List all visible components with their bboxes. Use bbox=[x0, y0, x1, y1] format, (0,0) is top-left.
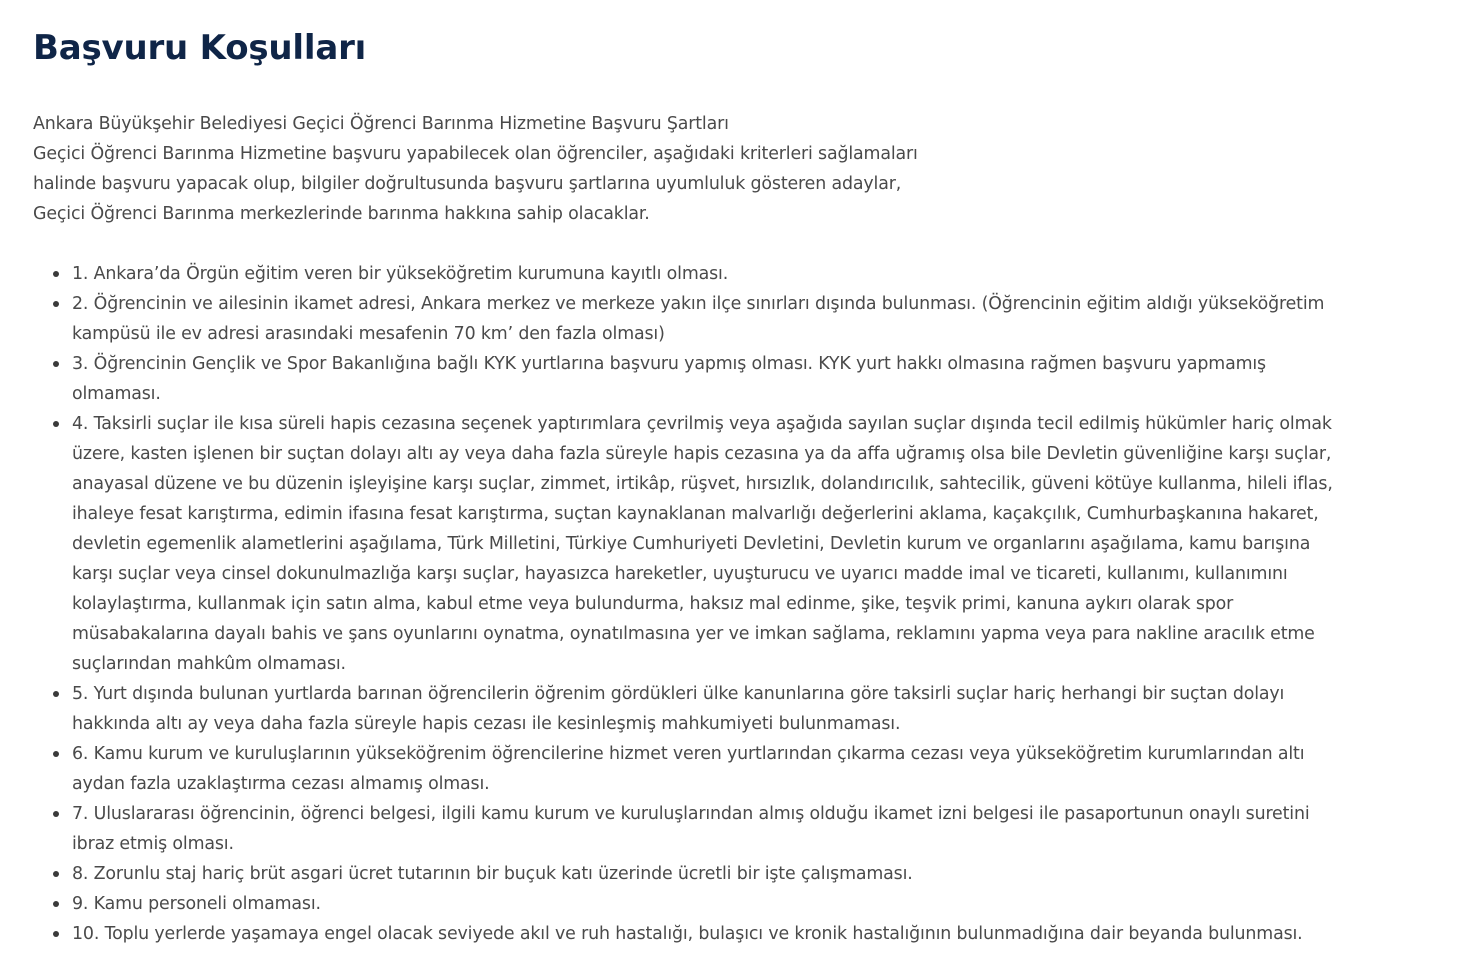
requirement-text bbox=[72, 739, 1453, 799]
bullet-dot-icon bbox=[53, 421, 59, 427]
intro-line: halinde başvuru yapacak olup, bilgiler doğrultusunda başvuru şartlarına uyumluluk gösteren adaylar, bbox=[33, 174, 902, 194]
requirement-line: anayasal düzene ve bu düzenin işleyişine karşı suçlar, zimmet, irtikâp, rüşvet, hırsızlık, dolandırıcılık, sahtecilik, güveni kötüye kullanma, hileli iflas, bbox=[72, 474, 1333, 494]
requirement-line: 2. Öğrencinin ve ailesinin ikamet adresi, Ankara merkez ve merkeze yakın ilçe sınırları dışında bulunması. (Öğrencinin eğitim aldığı yükseköğretim bbox=[72, 294, 1325, 314]
requirement-item-1 bbox=[33, 259, 1453, 289]
requirement-item-6 bbox=[33, 739, 1453, 799]
bullet-dot-icon bbox=[53, 691, 59, 697]
requirement-line: 9. Kamu personeli olmaması. bbox=[72, 894, 321, 914]
requirement-text bbox=[72, 259, 1453, 289]
requirement-line: suçlarından mahkûm olmaması. bbox=[72, 654, 346, 674]
requirement-item-7 bbox=[33, 799, 1453, 859]
requirement-line: 7. Uluslararası öğrencinin, öğrenci belgesi, ilgili kamu kurum ve kuruluşlarından almış olduğu ikamet izni belgesi ile pasaportunun onaylı suretini bbox=[72, 804, 1310, 824]
requirement-line: müsabakalarına dayalı bahis ve şans oyunlarını oynatma, oynatılmasına yer ve imkan sağlama, reklamını yapma veya para nakline aracılık etme bbox=[72, 624, 1315, 644]
requirement-line: kampüsü ile ev adresi arasındaki mesafenin 70 km’ den fazla olması) bbox=[72, 324, 665, 344]
requirement-item-4 bbox=[33, 409, 1453, 679]
requirement-text bbox=[72, 349, 1453, 409]
requirement-item-8 bbox=[33, 859, 1453, 889]
requirement-item-5 bbox=[33, 679, 1453, 739]
intro-paragraph bbox=[33, 109, 1453, 229]
requirement-text bbox=[72, 859, 1453, 889]
page-title: Başvuru Koşulları bbox=[33, 28, 367, 68]
bullet-dot-icon bbox=[53, 751, 59, 757]
bullet-dot-icon bbox=[53, 361, 59, 367]
requirement-line: 6. Kamu kurum ve kuruluşlarının yükseköğrenim öğrencilerine hizmet veren yurtlarından çıkarma cezası veya yükseköğretim kurumlarından altı bbox=[72, 744, 1305, 764]
requirement-item-9 bbox=[33, 889, 1453, 919]
intro-line: Geçici Öğrenci Barınma merkezlerinde barınma hakkına sahip olacaklar. bbox=[33, 204, 650, 224]
requirement-text bbox=[72, 679, 1453, 739]
requirement-line: 1. Ankara’da Örgün eğitim veren bir yükseköğretim kurumuna kayıtlı olması. bbox=[72, 264, 729, 284]
requirement-line: hakkında altı ay veya daha fazla süreyle hapis cezası ile kesinleşmiş mahkumiyeti bulunmaması. bbox=[72, 714, 901, 734]
requirement-line: aydan fazla uzaklaştırma cezası almamış olması. bbox=[72, 774, 490, 794]
requirement-text bbox=[72, 799, 1453, 859]
requirement-text bbox=[72, 919, 1453, 949]
requirement-text bbox=[72, 889, 1453, 919]
requirement-line: karşı suçlar veya cinsel dokunulmazlığa karşı suçlar, hayasızca hareketler, uyuşturucu ve uyarıcı madde imal ve ticareti, kullanımı, kullanımını bbox=[72, 564, 1288, 584]
requirement-line: 5. Yurt dışında bulunan yurtlarda barınan öğrencilerin öğrenim gördükleri ülke kanunlarına göre taksirli suçlar hariç herhangi bir suçtan dolayı bbox=[72, 684, 1285, 704]
requirement-line: üzere, kasten işlenen bir suçtan dolayı altı ay veya daha fazla süreyle hapis cezasına ya da affa uğramış olsa bile Devletin güvenliğine karşı suçlar, bbox=[72, 444, 1332, 464]
requirement-item-10 bbox=[33, 919, 1453, 949]
requirement-line: olmaması. bbox=[72, 384, 161, 404]
intro-line: Ankara Büyükşehir Belediyesi Geçici Öğrenci Barınma Hizmetine Başvuru Şartları bbox=[33, 114, 729, 134]
bullet-dot-icon bbox=[53, 811, 59, 817]
requirement-text bbox=[72, 409, 1453, 679]
requirement-line: 4. Taksirli suçlar ile kısa süreli hapis cezasına seçenek yaptırımlara çevrilmiş veya aşağıda sayılan suçlar dışında tecil edilmiş hükümler hariç olmak bbox=[72, 414, 1332, 434]
bullet-dot-icon bbox=[53, 271, 59, 277]
requirement-item-3 bbox=[33, 349, 1453, 409]
requirement-text bbox=[72, 289, 1453, 349]
page-content bbox=[33, 0, 1453, 949]
requirement-line: 3. Öğrencinin Gençlik ve Spor Bakanlığına bağlı KYK yurtlarına başvuru yapmış olması. KYK yurt hakkı olmasına rağmen başvuru yapmamış bbox=[72, 354, 1266, 374]
requirements-list bbox=[33, 259, 1453, 949]
requirement-line: kolaylaştırma, kullanmak için satın alma, kabul etme veya bulundurma, haksız mal edinme, şike, teşvik primi, kanuna aykırı olarak spor bbox=[72, 594, 1234, 614]
requirement-line: 10. Toplu yerlerde yaşamaya engel olacak seviyede akıl ve ruh hastalığı, bulaşıcı ve kronik hastalığının bulunmadığına dair beyanda bulunması. bbox=[72, 924, 1303, 944]
requirement-line: devletin egemenlik alametlerini aşağılama, Türk Milletini, Türkiye Cumhuriyeti Devletini, Devletin kurum ve organlarını aşağılama, kamu barışına bbox=[72, 534, 1311, 554]
bullet-dot-icon bbox=[53, 301, 59, 307]
requirement-line: 8. Zorunlu staj hariç brüt asgari ücret tutarının bir buçuk katı üzerinde ücretli bir işte çalışmaması. bbox=[72, 864, 913, 884]
requirement-line: ihaleye fesat karıştırma, edimin ifasına fesat karıştırma, suçtan kaynaklanan malvarlığı değerlerini aklama, kaçakçılık, Cumhurbaşkanına hakaret, bbox=[72, 504, 1319, 524]
bullet-dot-icon bbox=[53, 931, 59, 937]
requirement-line: ibraz etmiş olması. bbox=[72, 834, 234, 854]
bullet-dot-icon bbox=[53, 871, 59, 877]
requirement-item-2 bbox=[33, 289, 1453, 349]
bullet-dot-icon bbox=[53, 901, 59, 907]
intro-line: Geçici Öğrenci Barınma Hizmetine başvuru yapabilecek olan öğrenciler, aşağıdaki kriterleri sağlamaları bbox=[33, 144, 918, 164]
